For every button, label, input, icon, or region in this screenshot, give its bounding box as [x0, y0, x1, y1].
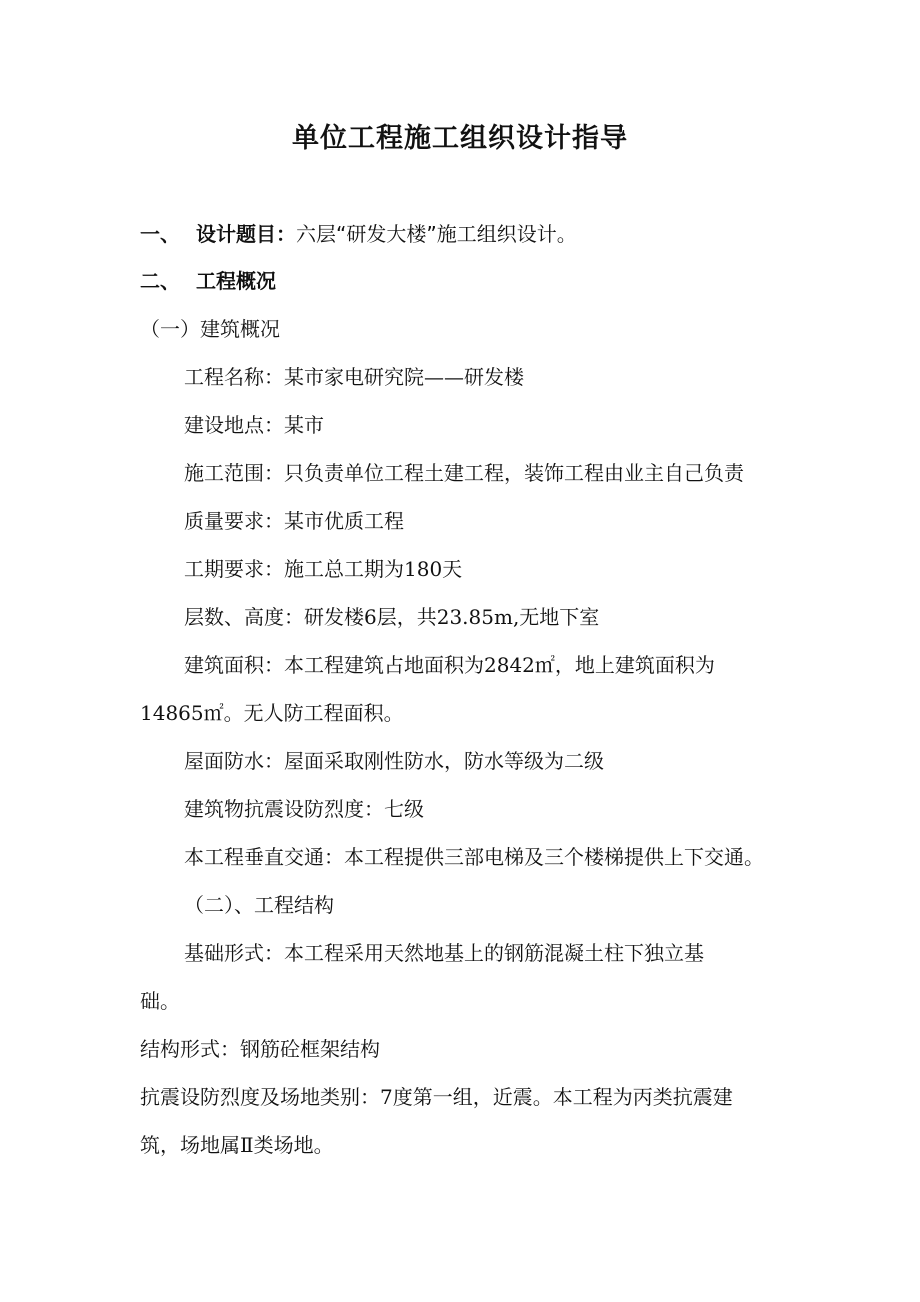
item-area-line-2: 14865㎡。无人防工程面积。	[140, 701, 404, 725]
section-2-label: 工程概况	[196, 269, 276, 293]
item-project-name: 工程名称：某市家电研究院——研发楼	[184, 365, 524, 389]
item-scope: 施工范围：只负责单位工程土建工程，装饰工程由业主自己负责	[184, 461, 744, 485]
section-2-number: 二、	[140, 269, 180, 293]
document-title: 单位工程施工组织设计指导	[292, 123, 628, 154]
item-seismic-line-1: 抗震设防烈度及场地类别：7度第一组，近震。本工程为丙类抗震建	[140, 1085, 733, 1109]
item-seismic-intensity: 建筑物抗震设防烈度：七级	[184, 797, 424, 821]
item-roof-waterproof: 屋面防水：屋面采取刚性防水，防水等级为二级	[184, 749, 604, 773]
item-vertical-traffic: 本工程垂直交通：本工程提供三部电梯及三个楼梯提供上下交通。	[184, 845, 764, 869]
section-1-heading	[140, 219, 577, 249]
section-1-number: 一、	[140, 222, 180, 246]
item-floors-height: 层数、高度：研发楼6层，共23.85m,无地下室	[184, 605, 600, 629]
section-1-label: 设计题目：	[196, 222, 296, 246]
subsection-building-overview: （一）建筑概况	[140, 317, 280, 341]
item-quality: 质量要求：某市优质工程	[184, 509, 404, 533]
item-foundation-line-2: 础。	[140, 989, 180, 1013]
item-area-line-1: 建筑面积：本工程建筑占地面积为2842㎡，地上建筑面积为	[184, 653, 715, 677]
item-structure-form: 结构形式：钢筋砼框架结构	[140, 1037, 380, 1061]
item-location: 建设地点：某市	[184, 413, 324, 437]
subsection-structure: （二）、工程结构	[184, 893, 334, 917]
item-foundation-line-1: 基础形式：本工程采用天然地基上的钢筋混凝土柱下独立基	[184, 941, 704, 965]
section-2-heading	[140, 266, 276, 296]
item-seismic-line-2: 筑，场地属Ⅱ类场地。	[140, 1133, 334, 1157]
section-1-text: 六层“研发大楼”施工组织设计。	[296, 222, 577, 246]
item-duration: 工期要求：施工总工期为180天	[184, 557, 463, 581]
